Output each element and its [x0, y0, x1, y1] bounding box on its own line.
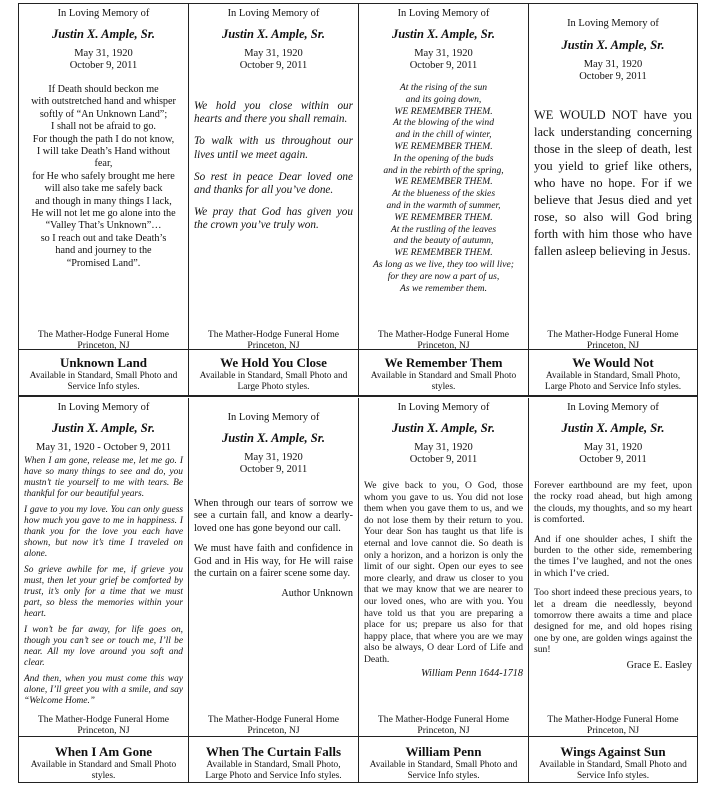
caption-we-remember-them [359, 350, 529, 395]
funeral-home-name: The Mather-Hodge Funeral Home [377, 329, 510, 340]
card-footer [359, 714, 528, 736]
funeral-home-location: Princeton, NJ [77, 725, 130, 736]
caption-row-2 [19, 736, 697, 782]
verse-line: and the beauty of autumn, [393, 235, 494, 247]
caption-availability: Available in Standard and Small Photo styles. [30, 760, 177, 781]
death-date: October 9, 2011 [579, 454, 647, 465]
caption-title: We Hold You Close [220, 355, 327, 370]
caption-availability: Available in Standard, Small Photo, Large Photo and Service Info styles. [544, 371, 682, 392]
verse-line: and in the warmth of summer, [386, 199, 501, 211]
funeral-home-location: Princeton, NJ [77, 340, 130, 349]
verse-line: and in the rebirth of the spring, [383, 164, 504, 176]
death-date: October 9, 2011 [239, 464, 308, 475]
death-date: October 9, 2011 [579, 71, 647, 82]
deceased-name: Justin X. Ample, Sr. [221, 431, 326, 445]
poem-verse [364, 82, 523, 294]
verse-line: for they are now a part of us, [387, 270, 500, 282]
funeral-home-location: Princeton, NJ [247, 725, 300, 736]
birth-date: May 31, 1920 [244, 452, 303, 463]
birth-date: May 31, 1920 [414, 442, 473, 453]
birth-date: May 31, 1920 [583, 442, 643, 453]
card-footer [359, 329, 528, 349]
card-row-1 [19, 4, 697, 349]
birth-date: May 31, 1920 [583, 59, 643, 70]
caption-row-1 [19, 349, 697, 397]
poem-verse [24, 84, 183, 270]
verse-line: hand and journey to the [55, 245, 152, 257]
verse-line: I shall not be afraid to go. [51, 121, 156, 133]
verse-paragraph: When I am gone, release me, let me go. I have so many things to see and do, you mustn’t tie yourself to me with tears. Be thankful for our beautiful years. [24, 456, 183, 499]
funeral-home-location: Princeton, NJ [247, 340, 300, 349]
verse-line: softly of “An Unknown Land”; [39, 108, 168, 120]
caption-william-penn [359, 737, 529, 782]
verse-line: “Valley That’s Unknown”… [45, 220, 162, 232]
birth-date: May 31, 1920 [74, 48, 133, 59]
memory-header: In Loving Memory of [227, 8, 320, 19]
verse-line: WE REMEMBER THEM. [394, 105, 493, 117]
prayer-author: William Penn 1644-1718 [421, 667, 523, 679]
funeral-home-name: The Mather-Hodge Funeral Home [37, 714, 170, 725]
verse-line: “Promised Land”. [66, 257, 141, 269]
verse-line: so I reach out and take Death’s [40, 232, 167, 244]
caption-title: We Would Not [572, 355, 654, 370]
card-wings-against-sun [529, 398, 697, 736]
death-date: October 9, 2011 [69, 60, 138, 71]
caption-title: Unknown Land [59, 355, 148, 370]
memory-header: In Loving Memory of [567, 402, 659, 413]
card-we-hold-you-close [189, 4, 359, 349]
card-william-penn [359, 398, 529, 736]
card-when-i-am-gone [19, 398, 189, 736]
deceased-name: Justin X. Ample, Sr. [391, 27, 496, 41]
funeral-home-location: Princeton, NJ [417, 340, 470, 349]
deceased-name: Justin X. Ample, Sr. [391, 421, 496, 435]
funeral-home-location: Princeton, NJ [586, 340, 640, 349]
deceased-name: Justin X. Ample, Sr. [51, 27, 156, 41]
verse-line: For though the path I do not know, [32, 133, 175, 145]
funeral-home-location: Princeton, NJ [417, 725, 470, 736]
verse-line: As long as we live, they too will live; [373, 258, 514, 270]
memory-header: In Loving Memory of [57, 402, 150, 413]
card-we-would-not [529, 4, 697, 349]
verse-paragraph: Too short indeed these precious years, to let a dream die needlessly, beyond tomorrow there awaits a time and place designed for me, and old hopes rising one by one, are golden wings against the sun! [534, 587, 692, 656]
death-date: October 9, 2011 [409, 60, 478, 71]
verse-paragraph: I gave to you my love. You can only guess how much you gave to me in happiness. I thank you for the love you each have shown, but now it’s time I traveled on alone. [24, 505, 183, 559]
verse-paragraph: We must have faith and confidence in God and in His way, for He will raise the curtain on a fairer scene some day. [194, 543, 353, 580]
caption-availability: Available in Standard, Small Photo and Service Info styles. [539, 760, 687, 781]
caption-when-the-curtain-falls [189, 737, 359, 782]
caption-title: William Penn [405, 744, 482, 759]
card-unknown-land [19, 4, 189, 349]
verse-paragraph: So grieve awhile for me, if grieve you must, then let your grief be comforted by trust, it’s only for a time that we must part, so bless the memories within your heart. [24, 565, 183, 619]
funeral-home-name: The Mather-Hodge Funeral Home [547, 329, 679, 340]
verse-paragraph: So rest in peace Dear loved one and thanks for all you’ve done. [194, 170, 353, 197]
card-footer [189, 329, 358, 349]
caption-unknown-land [19, 350, 189, 395]
scripture-verse [534, 107, 692, 260]
death-date: October 9, 2011 [239, 60, 308, 71]
verse-line: will also take me safely back [44, 183, 163, 195]
memory-header: In Loving Memory of [397, 8, 490, 19]
card-footer [529, 329, 697, 349]
caption-we-would-not [529, 350, 697, 395]
verse-line: He will not let me go alone into the [31, 208, 176, 220]
date-range: May 31, 1920 - October 9, 2011 [36, 442, 171, 453]
verse-line: and though in many things I lack, [35, 195, 172, 207]
funeral-home-name: The Mather-Hodge Funeral Home [207, 714, 340, 725]
birth-date: May 31, 1920 [414, 48, 473, 59]
funeral-home-name: The Mather-Hodge Funeral Home [547, 714, 679, 725]
poem-author: Author Unknown [281, 588, 353, 600]
prayer-card-catalog-sheet [18, 3, 698, 783]
caption-title: When I Am Gone [54, 744, 153, 759]
funeral-home-name: The Mather-Hodge Funeral Home [37, 329, 170, 340]
poem-verse [194, 100, 353, 233]
caption-when-i-am-gone [19, 737, 189, 782]
memory-header: In Loving Memory of [57, 8, 150, 19]
caption-title: When The Curtain Falls [205, 744, 342, 759]
verse-paragraph: WE WOULD NOT have you lack understanding concerning those in the sleep of death, lest you yield to grief like others, who have no hope. For if we believe that Jesus died and yet rose, so also will God bring forth with him those who have fallen asleep believing in Jesus. [534, 108, 692, 258]
deceased-name: Justin X. Ample, Sr. [561, 38, 665, 52]
caption-availability: Available in Standard, Small Photo and Service Info styles. [29, 371, 178, 392]
verse-line: fear, [94, 158, 113, 170]
verse-line: At the blueness of the skies [391, 188, 496, 200]
card-footer [189, 714, 358, 736]
card-footer [19, 329, 188, 349]
caption-wings-against-sun [529, 737, 697, 782]
memory-header: In Loving Memory of [567, 18, 659, 29]
prayer-text [364, 480, 523, 666]
verse-line: WE REMEMBER THEM. [394, 247, 493, 259]
verse-paragraph: When through our tears of sorrow we see a curtain fall, and know a dearly-loved one has gone beyond our call. [194, 498, 353, 534]
verse-paragraph: And then, when you must come this way alone, I’ll greet you with a smile, and say “Welcome Home.” [24, 674, 183, 706]
verse-line: In the opening of the buds [393, 152, 494, 164]
poem-verse [534, 480, 692, 656]
card-footer [19, 714, 188, 736]
verse-line: If Death should beckon me [48, 84, 159, 95]
funeral-home-location: Princeton, NJ [586, 725, 640, 736]
verse-line: At the rustling of the leaves [390, 223, 497, 235]
verse-paragraph: Forever earthbound are my feet, upon the rocky road ahead, but high among the clouds, my thoughts, and so my heart is comforted. [534, 480, 692, 526]
verse-line: WE REMEMBER THEM. [394, 176, 493, 188]
death-date: October 9, 2011 [409, 454, 478, 465]
caption-we-hold-you-close [189, 350, 359, 395]
verse-paragraph: And if one shoulder aches, I shift the burden to the other side, remembering the times I’ve laughed, and not the ones in which I’ve cried. [534, 533, 692, 579]
card-we-remember-them [359, 4, 529, 349]
verse-paragraph: I won’t be far away, for life goes on, though you can’t see or touch me, I’ll be near. All my love around you soft and clear. [24, 625, 183, 668]
card-row-2 [19, 398, 697, 736]
deceased-name: Justin X. Ample, Sr. [221, 27, 326, 41]
card-when-the-curtain-falls [189, 398, 359, 736]
verse-line: WE REMEMBER THEM. [394, 140, 493, 152]
deceased-name: Justin X. Ample, Sr. [561, 421, 665, 435]
verse-line: for He who safely brought me here [32, 170, 175, 182]
birth-date: May 31, 1920 [244, 48, 303, 59]
verse-line: and its going down, [405, 93, 482, 105]
caption-availability: Available in Standard, Small Photo and Service Info styles. [369, 760, 518, 781]
memory-header: In Loving Memory of [227, 412, 320, 423]
caption-availability: Available in Standard, Small Photo and Large Photo styles. [199, 371, 348, 392]
funeral-home-name: The Mather-Hodge Funeral Home [377, 714, 510, 725]
verse-paragraph: We hold you close within our hearts and there you shall remain. [194, 100, 353, 126]
verse-paragraph: We give back to you, O God, those whom you gave to us. You did not lose them when you gave them to us, and we do not lose them by their return to you. Your dear Son has taught us that life is eternal and love cannot die. So death is only a horizon, and a horizon is only the limit of our sight. Open our eyes to see more clearly, and draw us closer to you that we may know that we are nearer to our loved ones, who are with you. You have told us that you are preparing a place for us; prepare us also for that happy place, that where you are we may also be always, O dear Lord of Life and Death. [364, 480, 523, 665]
poem-verse [194, 498, 353, 580]
card-footer [529, 714, 697, 736]
verse-line: with outstretched hand and whisper [31, 96, 176, 108]
verse-line: As we remember them. [399, 282, 488, 294]
verse-line: At the rising of the sun [399, 82, 488, 93]
caption-availability: Available in Standard, Small Photo, Large Photo and Service Info styles. [205, 760, 342, 781]
memory-header: In Loving Memory of [397, 402, 490, 413]
verse-paragraph: To walk with us throughout our lives until we meet again. [194, 135, 353, 161]
verse-paragraph: We pray that God has given you the crown you’ve truly won. [194, 206, 353, 232]
caption-title: Wings Against Sun [560, 744, 666, 759]
verse-line: and in the chill of winter, [395, 129, 492, 141]
poem-author: Grace E. Easley [626, 659, 692, 671]
poem-verse [24, 456, 183, 707]
verse-line: At the blowing of the wind [393, 117, 494, 129]
verse-line: I will take Death’s Hand without [36, 146, 171, 158]
funeral-home-name: The Mather-Hodge Funeral Home [207, 329, 340, 340]
deceased-name: Justin X. Ample, Sr. [51, 421, 156, 435]
caption-availability: Available in Standard and Small Photo styles. [370, 371, 517, 392]
verse-line: WE REMEMBER THEM. [394, 211, 493, 223]
caption-title: We Remember Them [384, 355, 503, 370]
